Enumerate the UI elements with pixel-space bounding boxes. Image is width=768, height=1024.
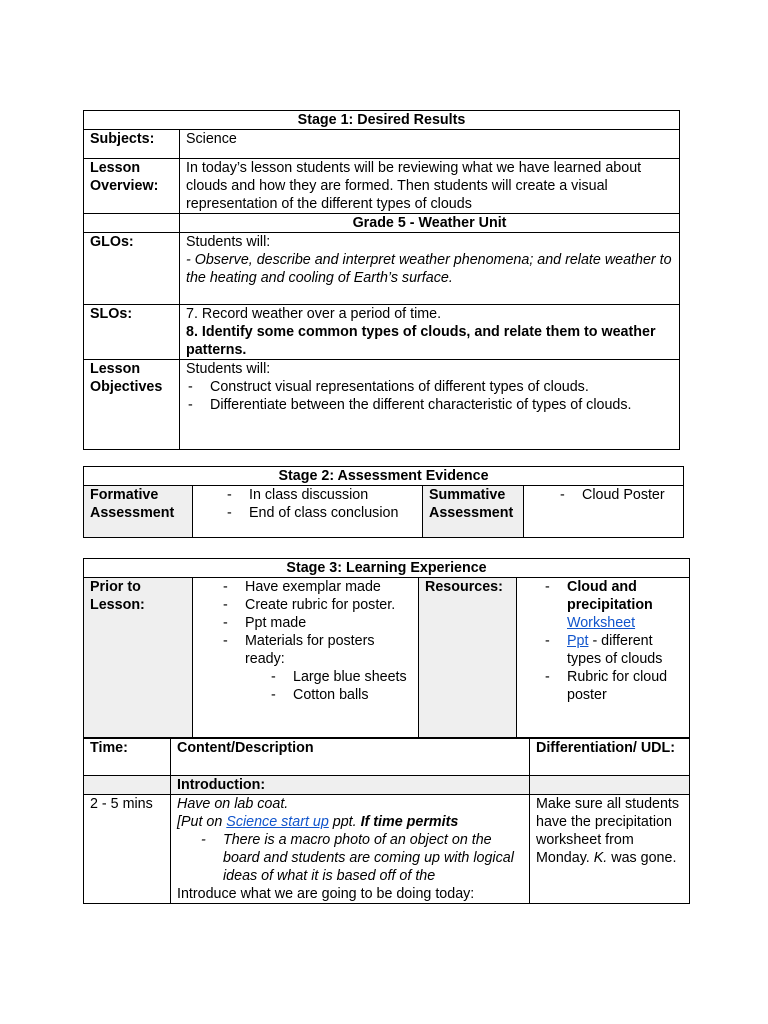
summative-label (423, 486, 524, 538)
objective-item: - Differentiate between the different characteristic of types of clouds. (186, 396, 673, 414)
resources-list (523, 578, 683, 704)
stage3-header: Stage 3: Learning Experience (84, 559, 690, 578)
row1-diff-a: Make sure all students have the precipitation worksheet from Monday. (536, 796, 680, 866)
objectives-label-line2: Objectives (90, 379, 163, 395)
formative-label (84, 486, 193, 538)
subjects-value: Science (180, 130, 680, 159)
slo-item-7: 7. Record weather over a period of time. (186, 306, 442, 322)
overview-label-line1: Lesson (90, 160, 141, 176)
row1-time: 2 - 5 mins (84, 795, 171, 904)
prior-cell (193, 578, 419, 738)
row1-line1: Have on lab coat. (177, 796, 289, 812)
resource-rubric: - Rubric for cloud poster (523, 668, 683, 704)
slos-label: SLOs: (84, 305, 180, 360)
grade-header: Grade 5 - Weather Unit (180, 214, 680, 233)
objectives-label-line1: Lesson (90, 361, 141, 377)
row1-line2 (177, 813, 523, 831)
row1-diff-k: K. (593, 850, 608, 866)
prior-item: - Create rubric for poster. (199, 596, 412, 614)
worksheet-link[interactable]: Worksheet (567, 615, 636, 631)
intro-time-empty (84, 776, 171, 795)
prior-item: - Materials for posters ready: (199, 632, 412, 668)
subjects-label: Subjects: (84, 130, 180, 159)
time-header: Time: (84, 739, 171, 776)
overview-label-line2: Overview: (90, 178, 159, 194)
objectives-list (186, 378, 673, 414)
resources-label: Resources: (419, 578, 517, 738)
overview-text: In today’s lesson students will be reviewing what we have learned about clouds and how they are formed. Then students will create a visual representation of the different types of clouds (180, 159, 680, 214)
glos-intro: Students will: (186, 234, 271, 250)
row1-bullet: - There is a macro photo of an object on the board and students are coming up with logical ideas of what it is based off of the (177, 831, 523, 885)
summative-label-line2: Assessment (429, 505, 514, 521)
formative-item: - End of class conclusion (199, 504, 416, 522)
formative-item: - In class discussion (199, 486, 416, 504)
prior-label-line1: Prior to (90, 579, 141, 595)
content-header: Content/Description (171, 739, 530, 776)
resource-ppt (523, 632, 683, 668)
row1-line2-prefix: [Put on (177, 814, 227, 830)
row1-diff-b: was gone. (607, 850, 677, 866)
material-item: - Large blue sheets (199, 668, 412, 686)
formative-label-line2: Assessment (90, 505, 175, 521)
ppt-link[interactable]: Ppt (567, 633, 589, 649)
row1-line2-bold: If time permits (360, 814, 459, 830)
resource-worksheet-title: Cloud and precipitation (567, 579, 653, 613)
introduction-label: Introduction: (171, 776, 530, 795)
row1-line2-mid: ppt. (328, 814, 361, 830)
glos-label: GLOs: (84, 233, 180, 305)
stage1-header: Stage 1: Desired Results (84, 111, 680, 130)
row1-bullets (177, 831, 523, 885)
row1-diff (530, 795, 690, 904)
stage1-table (83, 110, 680, 450)
glos-cell (180, 233, 680, 305)
science-start-up-link[interactable]: Science start up (226, 814, 329, 830)
grade-header-empty (84, 214, 180, 233)
intro-diff-empty (530, 776, 690, 795)
glos-text: - Observe, describe and interpret weather phenomena; and relate weather to the heating and cooling of Earth’s surface. (186, 252, 672, 286)
summative-item: - Cloud Poster (530, 486, 677, 504)
resource-worksheet (523, 578, 683, 632)
differentiation-header: Differentiation/ UDL: (530, 739, 690, 776)
formative-list (199, 486, 416, 522)
row1-last: Introduce what we are going to be doing today: (177, 886, 475, 902)
stage2-header: Stage 2: Assessment Evidence (84, 467, 684, 486)
resource-ppt-text: - different types of clouds (567, 633, 663, 667)
row1-content (171, 795, 530, 904)
materials-list (199, 668, 412, 704)
resources-cell (517, 578, 690, 738)
lesson-plan-table (83, 738, 690, 904)
summative-cell (524, 486, 684, 538)
material-item: - Cotton balls (199, 686, 412, 704)
objective-item: - Construct visual representations of different types of clouds. (186, 378, 673, 396)
stage3-table (83, 558, 690, 738)
prior-item: - Ppt made (199, 614, 412, 632)
prior-label-line2: Lesson: (90, 597, 145, 613)
slos-cell (180, 305, 680, 360)
formative-label-line1: Formative (90, 487, 159, 503)
objectives-cell (180, 360, 680, 450)
prior-label (84, 578, 193, 738)
stage2-table (83, 466, 684, 538)
objectives-label (84, 360, 180, 450)
slo-item-8: 8. Identify some common types of clouds, and relate them to weather patterns. (186, 324, 656, 358)
overview-label (84, 159, 180, 214)
summative-label-line1: Summative (429, 487, 506, 503)
summative-list (530, 486, 677, 504)
prior-item: - Have exemplar made (199, 578, 412, 596)
prior-list (199, 578, 412, 668)
objectives-intro: Students will: (186, 361, 271, 377)
formative-cell (193, 486, 423, 538)
